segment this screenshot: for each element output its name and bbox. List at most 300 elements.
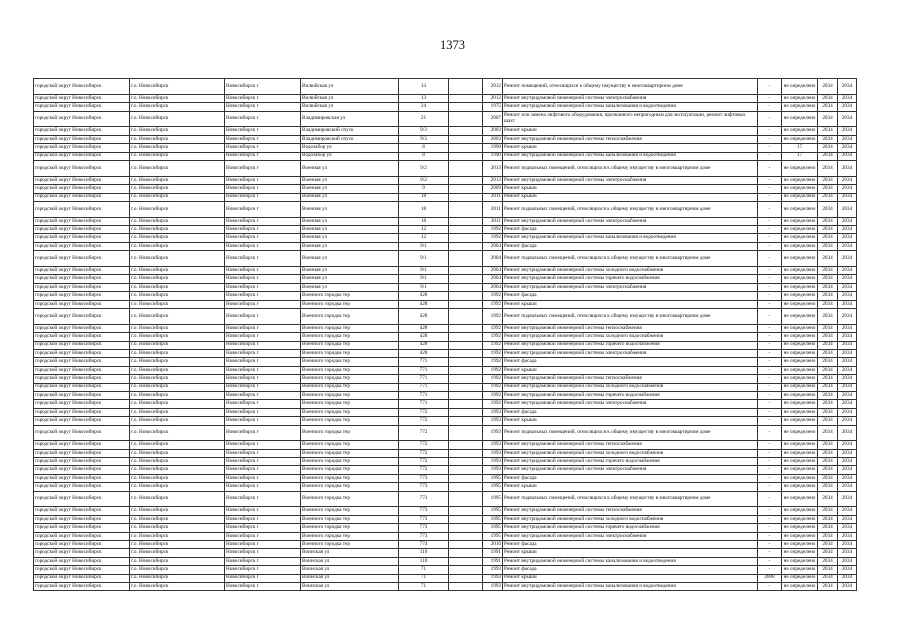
cell-plan-start: 2034 — [818, 408, 838, 416]
cell-district: г.о. Новосибирск — [130, 185, 225, 193]
cell-city: Новосибирск г — [225, 333, 301, 341]
cell-city: Новосибирск г — [225, 417, 301, 425]
cell-year: 1992 — [483, 341, 503, 349]
cell-city: Новосибирск г — [225, 234, 301, 242]
cell-dash: - — [758, 341, 782, 349]
table-row — [34, 160, 857, 176]
cell-plan-end: 2034 — [838, 79, 857, 95]
cell-status: не определено — [782, 524, 818, 532]
cell-work-type: Ремонт внутридомовой инженерной системы теплоснабжения — [503, 441, 758, 449]
cell-plan-start: 2034 — [818, 176, 838, 184]
cell-house: 8 — [399, 144, 449, 152]
cell-work-type: Ремонт фасада — [503, 474, 758, 482]
cell-plan-start: 2034 — [818, 383, 838, 391]
cell-building — [449, 193, 483, 201]
table-row — [34, 532, 857, 540]
cell-work-type: Ремонт внутридомовой инженерной системы теплоснабжения — [503, 324, 758, 332]
cell-street: Военная ул — [301, 217, 399, 225]
cell-municipality: городской округ Новосибирск — [34, 324, 130, 332]
cell-plan-end: 2034 — [838, 111, 857, 127]
cell-plan-start: 2034 — [818, 217, 838, 225]
cell-municipality: городской округ Новосибирск — [34, 425, 130, 441]
cell-dash: - — [758, 466, 782, 474]
cell-plan-start: 2034 — [818, 103, 838, 111]
cell-city: Новосибирск г — [225, 391, 301, 399]
cell-building — [449, 366, 483, 374]
cell-municipality: городской округ Новосибирск — [34, 300, 130, 308]
cell-plan-end: 2034 — [838, 135, 857, 143]
cell-year: 1992 — [483, 391, 503, 399]
cell-status: не определено — [782, 324, 818, 332]
table-row — [34, 152, 857, 160]
cell-district: г.о. Новосибирск — [130, 515, 225, 523]
cell-dash: - — [758, 358, 782, 366]
cell-house: 773 — [399, 515, 449, 523]
cell-municipality: городской округ Новосибирск — [34, 574, 130, 582]
cell-work-type: Ремонт крыши — [503, 193, 758, 201]
cell-house: 771 — [399, 383, 449, 391]
cell-year: 1995 — [483, 515, 503, 523]
cell-work-type: Ремонт крыши — [503, 483, 758, 491]
cell-building — [449, 449, 483, 457]
cell-district: г.о. Новосибирск — [130, 449, 225, 457]
cell-plan-start: 2034 — [818, 524, 838, 532]
cell-building — [449, 574, 483, 582]
cell-district: г.о. Новосибирск — [130, 193, 225, 201]
cell-dash: - — [758, 400, 782, 408]
cell-plan-start: 2034 — [818, 483, 838, 491]
cell-street: Военного городка тер — [301, 441, 399, 449]
table-row — [34, 94, 857, 102]
cell-house: 428 — [399, 341, 449, 349]
cell-plan-end: 2034 — [838, 193, 857, 201]
cell-city: Новосибирск г — [225, 251, 301, 267]
cell-municipality: городской округ Новосибирск — [34, 449, 130, 457]
cell-plan-start: 2034 — [818, 324, 838, 332]
cell-plan-start: 2034 — [818, 574, 838, 582]
cell-work-type: Ремонт внутридомовой инженерной системы электроснабжения — [503, 466, 758, 474]
cell-house: 13 — [399, 79, 449, 95]
table-row — [34, 251, 857, 267]
cell-building — [449, 251, 483, 267]
cell-plan-end: 2034 — [838, 391, 857, 399]
cell-street: Военного городка тер — [301, 309, 399, 325]
cell-status: не определено — [782, 515, 818, 523]
cell-building — [449, 292, 483, 300]
cell-year: 1991 — [483, 549, 503, 557]
cell-work-type: Ремонт внутридомовой инженерной системы канализования и водоотведения — [503, 582, 758, 590]
cell-street: Воинская ул — [301, 582, 399, 590]
cell-district: г.о. Новосибирск — [130, 94, 225, 102]
cell-year: 1992 — [483, 375, 503, 383]
cell-building — [449, 79, 483, 95]
cell-street: Военная ул — [301, 185, 399, 193]
cell-work-type: Ремонт помещений, относящихся к общему имуществу в многоквартирном доме — [503, 79, 758, 95]
cell-year: 2013 — [483, 160, 503, 176]
cell-work-type: Ремонт фасада — [503, 242, 758, 250]
cell-year: 1993 — [483, 466, 503, 474]
cell-city: Новосибирск г — [225, 549, 301, 557]
cell-district: г.о. Новосибирск — [130, 549, 225, 557]
cell-building — [449, 474, 483, 482]
cell-house: 8 — [399, 152, 449, 160]
cell-plan-end: 2034 — [838, 375, 857, 383]
cell-dash: - — [758, 491, 782, 507]
cell-plan-end: 2034 — [838, 152, 857, 160]
cell-municipality: городской округ Новосибирск — [34, 160, 130, 176]
cell-building — [449, 582, 483, 590]
cell-street: Военного городка тер — [301, 358, 399, 366]
cell-municipality: городской округ Новосибирск — [34, 541, 130, 549]
cell-year: 2011 — [483, 193, 503, 201]
cell-city: Новосибирск г — [225, 309, 301, 325]
cell-year: 2011 — [483, 201, 503, 217]
cell-work-type: Ремонт внутридомовой инженерной системы электроснабжения — [503, 94, 758, 102]
cell-street: Военного городка тер — [301, 417, 399, 425]
cell-district: г.о. Новосибирск — [130, 217, 225, 225]
cell-house: 773 — [399, 491, 449, 507]
cell-municipality: городской округ Новосибирск — [34, 309, 130, 325]
cell-plan-start: 2034 — [818, 541, 838, 549]
cell-building — [449, 549, 483, 557]
table-row — [34, 425, 857, 441]
table-row — [34, 574, 857, 582]
cell-year: 2004 — [483, 251, 503, 267]
cell-dash: - — [758, 234, 782, 242]
cell-work-type: Ремонт внутридомовой инженерной системы канализования и водоотведения — [503, 557, 758, 565]
cell-building — [449, 275, 483, 283]
cell-municipality: городской округ Новосибирск — [34, 441, 130, 449]
cell-street: Военного городка тер — [301, 408, 399, 416]
cell-year: 1992 — [483, 324, 503, 332]
table-row — [34, 176, 857, 184]
cell-street: Вилюйская ул — [301, 79, 399, 95]
cell-municipality: городской округ Новосибирск — [34, 242, 130, 250]
cell-status: не определено — [782, 541, 818, 549]
cell-plan-end: 2034 — [838, 275, 857, 283]
cell-house: 24 — [399, 103, 449, 111]
cell-plan-end: 2034 — [838, 185, 857, 193]
cell-house: 771 — [399, 366, 449, 374]
cell-city: Новосибирск г — [225, 425, 301, 441]
cell-dash: - — [758, 474, 782, 482]
cell-plan-end: 2034 — [838, 160, 857, 176]
cell-house: 18 — [399, 217, 449, 225]
cell-plan-end: 2034 — [838, 441, 857, 449]
cell-city: Новосибирск г — [225, 300, 301, 308]
cell-status: не определено — [782, 127, 818, 135]
cell-dash: - — [758, 103, 782, 111]
table-row — [34, 557, 857, 565]
cell-street: Вилюйская ул — [301, 94, 399, 102]
cell-status: не определено — [782, 185, 818, 193]
cell-city: Новосибирск г — [225, 135, 301, 143]
cell-work-type: Ремонт фасада — [503, 541, 758, 549]
cell-plan-end: 2034 — [838, 127, 857, 135]
cell-year: 2004 — [483, 267, 503, 275]
cell-plan-start: 2034 — [818, 466, 838, 474]
cell-work-type: Ремонт подвальных помещений, относящихся к общему имуществу в многоквартирном доме — [503, 309, 758, 325]
cell-work-type: Ремонт подвальных помещений, относящихся к общему имуществу в многоквартирном доме — [503, 425, 758, 441]
cell-dash: - — [758, 275, 782, 283]
cell-building — [449, 103, 483, 111]
cell-city: Новосибирск г — [225, 515, 301, 523]
cell-status: не определено — [782, 391, 818, 399]
cell-district: г.о. Новосибирск — [130, 251, 225, 267]
cell-house: 13 — [399, 94, 449, 102]
cell-city: Новосибирск г — [225, 201, 301, 217]
cell-municipality: городской округ Новосибирск — [34, 341, 130, 349]
cell-municipality: городской округ Новосибирск — [34, 458, 130, 466]
cell-year: 1995 — [483, 524, 503, 532]
cell-work-type: Ремонт внутридомовой инженерной системы горячего водоснабжения — [503, 524, 758, 532]
cell-municipality: городской округ Новосибирск — [34, 111, 130, 127]
cell-house: 771 — [399, 358, 449, 366]
table-row — [34, 349, 857, 357]
cell-plan-end: 2034 — [838, 466, 857, 474]
cell-district: г.о. Новосибирск — [130, 127, 225, 135]
cell-work-type: Ремонт фасада — [503, 358, 758, 366]
cell-street: Воинская ул — [301, 566, 399, 574]
cell-plan-start: 2034 — [818, 300, 838, 308]
table-row — [34, 127, 857, 135]
cell-plan-end: 2034 — [838, 94, 857, 102]
cell-plan-end: 2034 — [838, 524, 857, 532]
table-row — [34, 234, 857, 242]
cell-plan-end: 2034 — [838, 458, 857, 466]
cell-street: Военного городка тер — [301, 400, 399, 408]
cell-municipality: городской округ Новосибирск — [34, 383, 130, 391]
cell-dash: - — [758, 160, 782, 176]
table-row — [34, 400, 857, 408]
cell-year: 1993 — [483, 417, 503, 425]
cell-status: не определено — [782, 251, 818, 267]
cell-city: Новосибирск г — [225, 582, 301, 590]
cell-dash: - — [758, 449, 782, 457]
cell-district: г.о. Новосибирск — [130, 425, 225, 441]
cell-work-type: Ремонт фасада — [503, 566, 758, 574]
cell-work-type: Ремонт крыши — [503, 127, 758, 135]
cell-year: 1992 — [483, 366, 503, 374]
cell-street: Владимировская ул — [301, 111, 399, 127]
cell-municipality: городской округ Новосибирск — [34, 375, 130, 383]
cell-street: Военная ул — [301, 267, 399, 275]
cell-work-type: Ремонт внутридомовой инженерной системы холодного водоснабжения — [503, 449, 758, 457]
cell-municipality: городской округ Новосибирск — [34, 103, 130, 111]
cell-plan-end: 2034 — [838, 383, 857, 391]
cell-building — [449, 185, 483, 193]
cell-house: 9/3 — [399, 127, 449, 135]
cell-status: не определено — [782, 532, 818, 540]
cell-work-type: Ремонт крыши — [503, 549, 758, 557]
cell-house: 771 — [399, 375, 449, 383]
cell-street: Военного городка тер — [301, 300, 399, 308]
cell-plan-start: 2034 — [818, 417, 838, 425]
cell-year: 1992 — [483, 300, 503, 308]
cell-dash: - — [758, 292, 782, 300]
cell-year: 1992 — [483, 358, 503, 366]
cell-plan-start: 2034 — [818, 201, 838, 217]
cell-city: Новосибирск г — [225, 226, 301, 234]
cell-building — [449, 267, 483, 275]
table-row — [34, 507, 857, 515]
cell-year: 1995 — [483, 474, 503, 482]
cell-plan-start: 2034 — [818, 400, 838, 408]
cell-work-type: Ремонт внутридомовой инженерной системы горячего водоснабжения — [503, 391, 758, 399]
cell-city: Новосибирск г — [225, 483, 301, 491]
cell-work-type: Ремонт внутридомовой инженерной системы теплоснабжения — [503, 375, 758, 383]
cell-house: 110 — [399, 557, 449, 565]
cell-district: г.о. Новосибирск — [130, 366, 225, 374]
cell-plan-start: 2034 — [818, 582, 838, 590]
cell-municipality: городской округ Новосибирск — [34, 349, 130, 357]
cell-city: Новосибирск г — [225, 176, 301, 184]
cell-work-type: Ремонт внутридомовой инженерной системы холодного водоснабжения — [503, 515, 758, 523]
cell-plan-end: 2034 — [838, 358, 857, 366]
cell-building — [449, 152, 483, 160]
cell-plan-start: 2034 — [818, 549, 838, 557]
cell-street: Владимировский спуск — [301, 135, 399, 143]
cell-city: Новосибирск г — [225, 358, 301, 366]
cell-status: не определено — [782, 466, 818, 474]
cell-year: 2016 — [483, 541, 503, 549]
cell-street: Военная ул — [301, 251, 399, 267]
table-row — [34, 391, 857, 399]
cell-city: Новосибирск г — [225, 79, 301, 95]
cell-plan-end: 2034 — [838, 144, 857, 152]
cell-street: Военного городка тер — [301, 541, 399, 549]
cell-district: г.о. Новосибирск — [130, 358, 225, 366]
cell-plan-end: 2034 — [838, 474, 857, 482]
cell-work-type: Ремонт крыши — [503, 300, 758, 308]
cell-house: 9/1 — [399, 275, 449, 283]
table-row — [34, 466, 857, 474]
cell-municipality: городской округ Новосибирск — [34, 333, 130, 341]
cell-year: 1992 — [483, 333, 503, 341]
cell-city: Новосибирск г — [225, 292, 301, 300]
cell-city: Новосибирск г — [225, 267, 301, 275]
cell-street: Военная ул — [301, 283, 399, 291]
cell-plan-start: 2034 — [818, 111, 838, 127]
cell-building — [449, 341, 483, 349]
cell-street: Военная ул — [301, 193, 399, 201]
cell-house: 772 — [399, 441, 449, 449]
cell-house: 71 — [399, 574, 449, 582]
cell-building — [449, 349, 483, 357]
cell-house: 110 — [399, 549, 449, 557]
cell-house: 9/1 — [399, 251, 449, 267]
cell-dash: 2008 — [758, 574, 782, 582]
cell-city: Новосибирск г — [225, 532, 301, 540]
table-row — [34, 185, 857, 193]
cell-city: Новосибирск г — [225, 283, 301, 291]
cell-plan-end: 2034 — [838, 507, 857, 515]
cell-plan-start: 2034 — [818, 309, 838, 325]
cell-house: 773 — [399, 483, 449, 491]
cell-street: Военная ул — [301, 201, 399, 217]
cell-plan-end: 2034 — [838, 515, 857, 523]
cell-district: г.о. Новосибирск — [130, 300, 225, 308]
cell-dash: - — [758, 557, 782, 565]
cell-street: Военного городка тер — [301, 532, 399, 540]
cell-house: 773 — [399, 532, 449, 540]
cell-work-type: Ремонт подвальных помещений, относящихся к общему имуществу в многоквартирном доме — [503, 201, 758, 217]
cell-building — [449, 491, 483, 507]
cell-municipality: городской округ Новосибирск — [34, 275, 130, 283]
cell-district: г.о. Новосибирск — [130, 111, 225, 127]
cell-district: г.о. Новосибирск — [130, 234, 225, 242]
cell-status: не определено — [782, 300, 818, 308]
cell-district: г.о. Новосибирск — [130, 144, 225, 152]
cell-house: 428 — [399, 333, 449, 341]
cell-plan-end: 2034 — [838, 292, 857, 300]
cell-status: не определено — [782, 292, 818, 300]
cell-dash: - — [758, 366, 782, 374]
cell-city: Новосибирск г — [225, 193, 301, 201]
cell-work-type: Ремонт внутридомовой инженерной системы горячего водоснабжения — [503, 341, 758, 349]
cell-municipality: городской округ Новосибирск — [34, 251, 130, 267]
cell-house: 772 — [399, 408, 449, 416]
cell-year: 1993 — [483, 441, 503, 449]
cell-city: Новосибирск г — [225, 466, 301, 474]
cell-year: 1992 — [483, 400, 503, 408]
cell-house: 772 — [399, 417, 449, 425]
cell-street: Военная ул — [301, 160, 399, 176]
page-number: 1373 — [440, 38, 465, 52]
cell-dash: - — [758, 391, 782, 399]
cell-status: не определено — [782, 234, 818, 242]
cell-municipality: городской округ Новосибирск — [34, 135, 130, 143]
cell-street: Военного городка тер — [301, 515, 399, 523]
cell-street: Военная ул — [301, 234, 399, 242]
cell-building — [449, 400, 483, 408]
cell-status: не определено — [782, 582, 818, 590]
cell-district: г.о. Новосибирск — [130, 524, 225, 532]
cell-plan-end: 2034 — [838, 532, 857, 540]
cell-work-type: Ремонт внутридомовой инженерной системы электроснабжения — [503, 349, 758, 357]
cell-work-type: Ремонт или замена лифтового оборудования, признанного непригодным для эксплуатации, ремонт лифтовых шахт — [503, 111, 758, 127]
cell-status: не определено — [782, 557, 818, 565]
cell-plan-end: 2034 — [838, 549, 857, 557]
cell-plan-end: 2034 — [838, 176, 857, 184]
cell-dash: - — [758, 79, 782, 95]
cell-year: 2009 — [483, 185, 503, 193]
cell-year: 1992 — [483, 349, 503, 357]
cell-plan-start: 2034 — [818, 366, 838, 374]
cell-street: Вилюйская ул — [301, 103, 399, 111]
cell-work-type: Ремонт внутридомовой инженерной системы теплоснабжения — [503, 135, 758, 143]
cell-plan-end: 2034 — [838, 366, 857, 374]
cell-municipality: городской округ Новосибирск — [34, 94, 130, 102]
cell-house: 12 — [399, 226, 449, 234]
cell-building — [449, 515, 483, 523]
cell-plan-end: 2034 — [838, 349, 857, 357]
cell-work-type: Ремонт фасада — [503, 226, 758, 234]
cell-district: г.о. Новосибирск — [130, 160, 225, 176]
cell-district: г.о. Новосибирск — [130, 466, 225, 474]
cell-municipality: городской округ Новосибирск — [34, 283, 130, 291]
cell-plan-start: 2034 — [818, 275, 838, 283]
cell-building — [449, 160, 483, 176]
cell-status: не определено — [782, 176, 818, 184]
cell-building — [449, 127, 483, 135]
cell-dash: - — [758, 524, 782, 532]
cell-status: не определено — [782, 267, 818, 275]
cell-dash: - — [758, 144, 782, 152]
cell-city: Новосибирск г — [225, 94, 301, 102]
cell-street: Военного городка тер — [301, 375, 399, 383]
cell-building — [449, 541, 483, 549]
